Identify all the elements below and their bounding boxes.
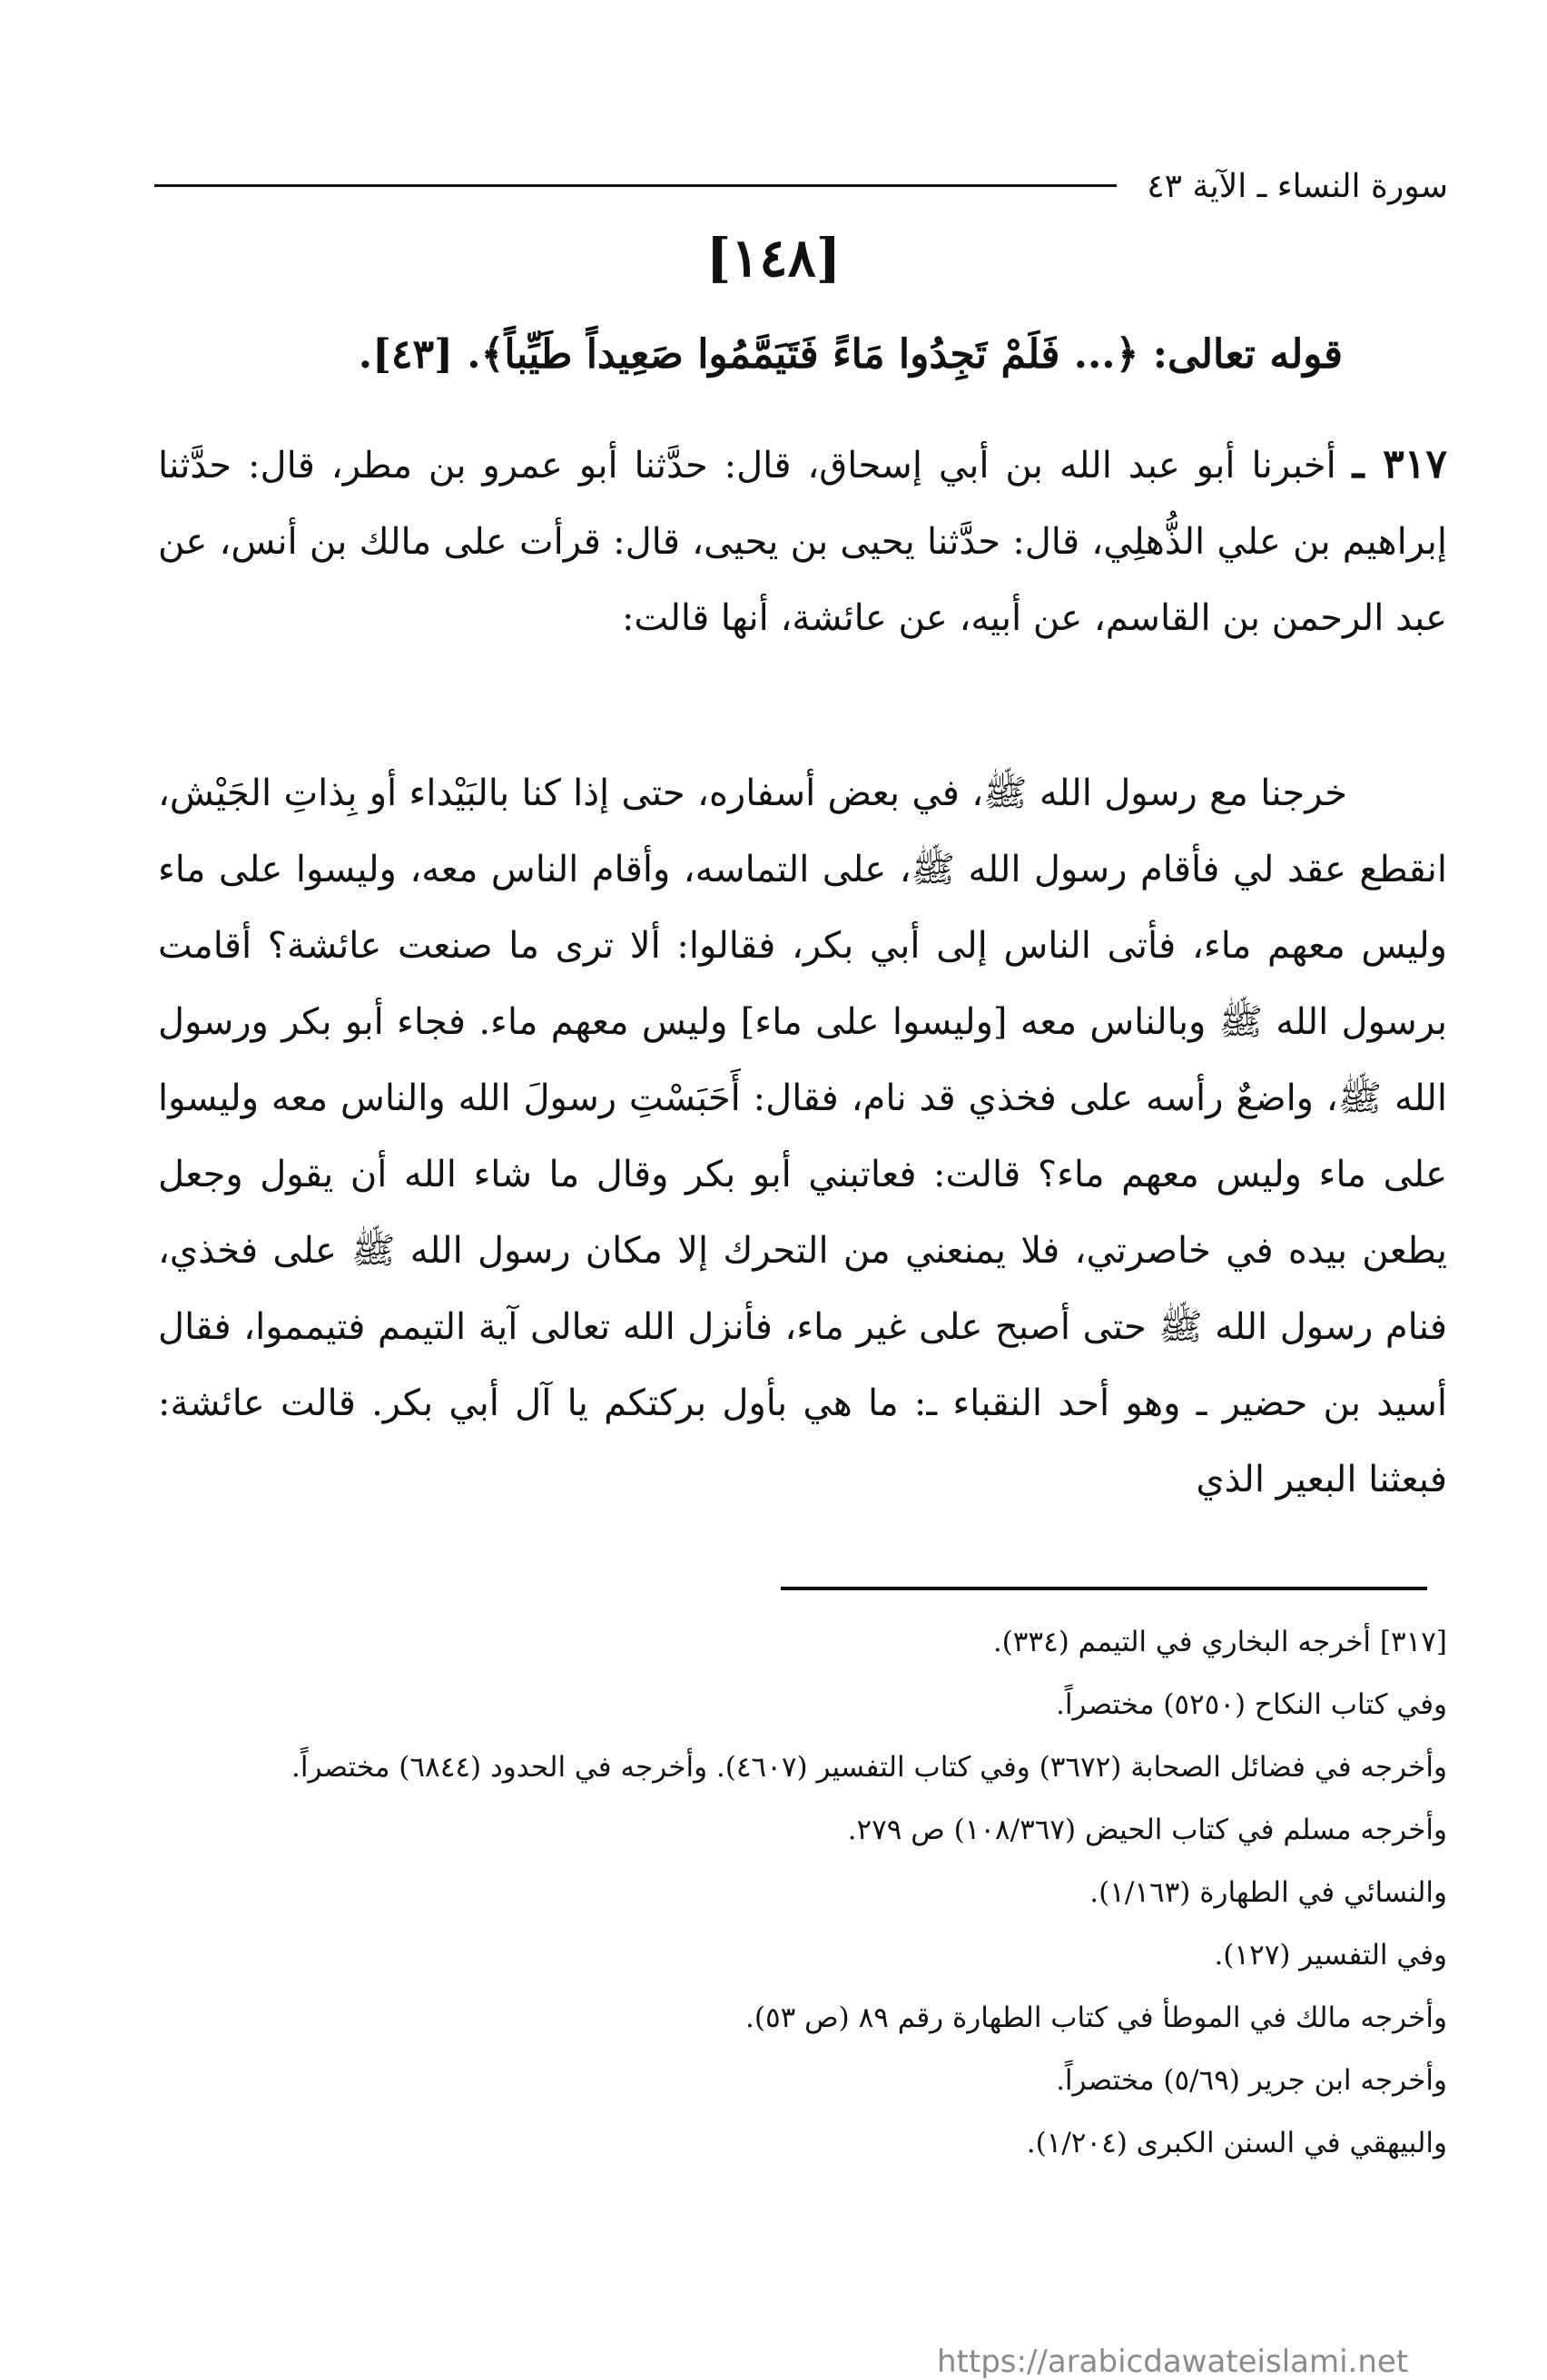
matn-paragraph: خرجنا مع رسول الله ﷺ، في بعض أسفاره، حتى إذا كنا بالبَيْداء أو بِذاتِ الجَيْش، انقطع عقد لي فأقام رسول الله ﷺ، على التماسه، وأقام الناس معه، وليسوا على ماء وليس معهم ماء، فأتى الناس إلى أبي بكر، فقالوا: ألا ترى ما صنعت عائشة؟ أقامت برسول الله ﷺ وبالناس معه [وليسوا على ماء] وليس معهم ماء. فجاء أبو بكر ورسول الله ﷺ، واضعٌ رأسه على فخذي قد نام، فقال: أَحَبَسْتِ رسولَ الله والناس معه وليسوا على ماء وليس معهم ماء؟ قالت: فعاتبني أبو بكر وقال ما شاء الله أن يقول وجعل يطعن بيده في خاصرتي، فلا يمنعني من التحرك إلا مكان رسول الله ﷺ على فخذي، فنام رسول الله ﷺ حتى أصبح على غير ماء، فأنزل الله تعالى آية التيمم فتيمموا، فقال أسيد بن حضير ـ وهو أحد النقباء ـ: ما هي بأول بركتكم يا آل أبي بكر. قالت عائشة: فبعثنا البعير الذي bbox=[158, 772, 1448, 1500]
footnote-separator bbox=[781, 1587, 1427, 1590]
footnote-item: وأخرجه مسلم في كتاب الحيض (١٠٨/٣٦٧) ص ٢٧٩. bbox=[847, 1814, 1447, 1846]
footnote-item: والنسائي في الطهارة (١/١٦٣). bbox=[1089, 1876, 1447, 1909]
section-number: [١٤٨] bbox=[705, 227, 842, 289]
footnote-item: وفي التفسير (١٢٧). bbox=[1214, 1939, 1447, 1972]
footnotes-list bbox=[140, 1611, 1447, 2175]
footnote-item: وفي كتاب النكاح (٥٢٥٠) مختصراً. bbox=[1056, 1688, 1447, 1721]
footnote-item: وأخرجه في فضائل الصحابة (٣٦٧٢) وفي كتاب التفسير (٤٦٠٧). وأخرجه في الحدود (٦٨٤٤) مختصراً. bbox=[291, 1751, 1447, 1784]
site-watermark: https://arabicdawateislami.net bbox=[937, 2344, 1409, 2380]
running-header bbox=[154, 168, 1448, 213]
footnote-item: [٣١٧] أخرجه البخاري في التيمم (٣٣٤). bbox=[992, 1626, 1447, 1658]
footnote-item: وأخرجه ابن جرير (٥/٦٩) مختصراً. bbox=[1056, 2064, 1447, 2097]
quranic-verse-line: قوله تعالى: ﴿... فَلَمْ تَجِدُوا مَاءً فَتَيَمَّمُوا صَعِيداً طَيِّباً﴾. [٤٣]. bbox=[358, 331, 1343, 378]
footnote-item: والبيهقي في السنن الكبرى (١/٢٠٤). bbox=[1026, 2127, 1447, 2159]
header-rule bbox=[154, 184, 1117, 187]
isnad-paragraph bbox=[158, 427, 1447, 656]
footnote-item: وأخرجه مالك في الموطأ في كتاب الطهارة رقم ٨٩ (ص ٥٣). bbox=[745, 2001, 1447, 2034]
isnad-text: أخبرنا أبو عبد الله بن أبي إسحاق، قال: حدَّثنا أبو عمرو بن مطر، قال: حدَّثنا إبراهيم بن علي الذُّهلِي، قال: حدَّثنا يحيى بن يحيى، قال: قرأت على مالك بن أنس، عن عبد الرحمن بن القاسم، عن أبيه، عن عائشة، أنها قالت: bbox=[158, 445, 1447, 639]
running-header-title: سورة النساء ـ الآية ٤٣ bbox=[1147, 168, 1448, 205]
hadith-number: ٣١٧ ـ bbox=[1352, 441, 1447, 487]
